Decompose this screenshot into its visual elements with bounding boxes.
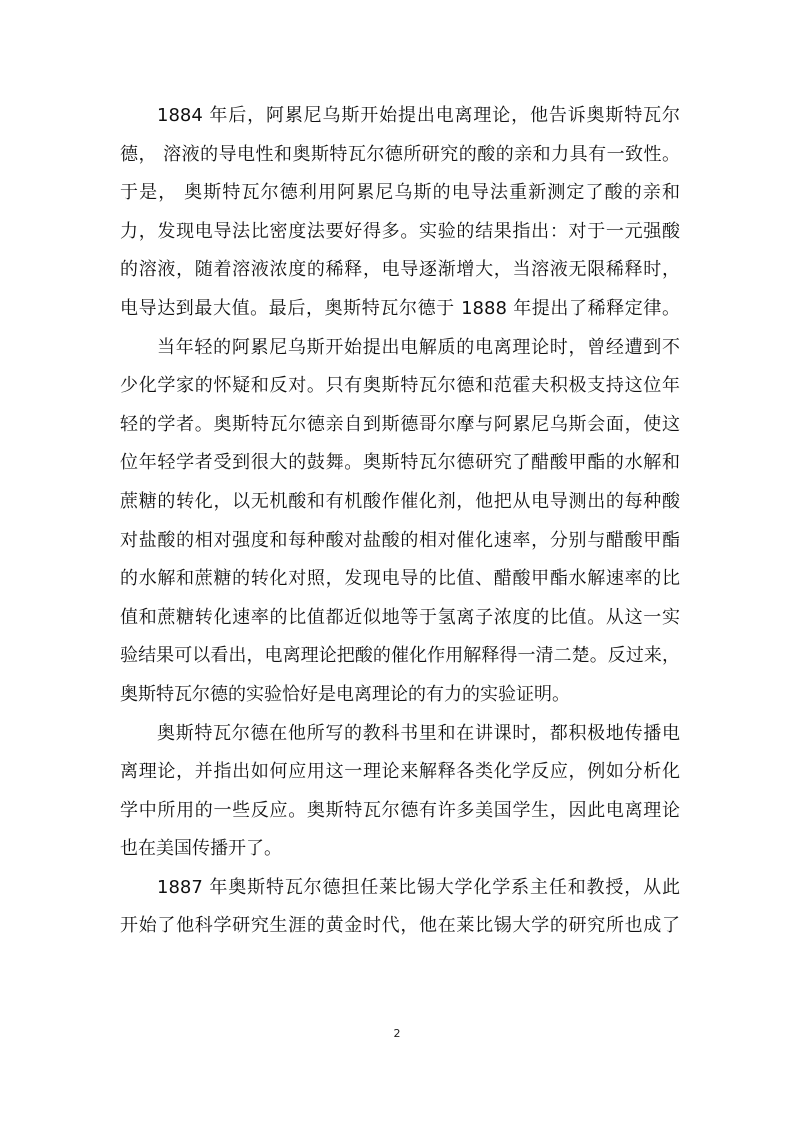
text-line: 的水解和蔗糖的转化对照，发现电导的比值、醋酸甲酯水解速率的比 (120, 568, 680, 590)
text-line: 位年轻学者受到很大的鼓舞。奥斯特瓦尔德研究了醋酸甲酯的水解和 (120, 452, 680, 474)
text-line: 奥斯特瓦尔德的实验恰好是电离理论的有力的实验证明。 (120, 683, 570, 705)
text-line: 轻的学者。奥斯特瓦尔德亲自到斯德哥尔摩与阿累尼乌斯会面，使这 (120, 413, 680, 435)
text-line: 1887 年奥斯特瓦尔德担任莱比锡大学化学系主任和教授，从此 (157, 876, 680, 898)
text-line: 值和蔗糖转化速率的比值都近似地等于氢离子浓度的比值。从这一实 (120, 606, 680, 628)
text-line: 少化学家的怀疑和反对。只有奥斯特瓦尔德和范霍夫积极支持这位年 (120, 375, 680, 397)
text-line: 也在美国传播开了。 (120, 838, 282, 860)
text-line: 当年轻的阿累尼乌斯开始提出电解质的电离理论时，曾经遭到不 (157, 336, 680, 358)
text-line: 1884 年后，阿累尼乌斯开始提出电离理论，他告诉奥斯特瓦尔 (157, 105, 680, 126)
page-number: 2 (393, 1027, 401, 1040)
text-line: 学中所用的一些反应。奥斯特瓦尔德有许多美国学生，因此电离理论 (120, 799, 680, 821)
paragraph-2 (120, 329, 680, 715)
text-line: 于是， 奥斯特瓦尔德利用阿累尼乌斯的电导法重新测定了酸的亲和 (120, 182, 680, 204)
text-line: 对盐酸的相对强度和每种酸对盐酸的相对催化速率，分别与醋酸甲酯 (120, 529, 680, 551)
paragraph-3 (120, 715, 680, 869)
paragraph-4 (120, 869, 680, 946)
text-line: 开始了他科学研究生涯的黄金时代，他在莱比锡大学的研究所也成了 (120, 915, 680, 937)
text-line: 电导达到最大值。最后，奥斯特瓦尔德于 1888 年提出了稀释定律。 (120, 297, 680, 319)
text-line: 力，发现电导法比密度法要好得多。实验的结果指出：对于一元强酸 (120, 220, 680, 242)
paragraph-1 (120, 97, 680, 329)
text-line: 的溶液，随着溶液浓度的稀释，电导逐渐增大，当溶液无限稀释时， (120, 259, 680, 281)
text-line: 蔗糖的转化，以无机酸和有机酸作催化剂，他把从电导测出的每种酸 (120, 490, 680, 512)
text-line: 验结果可以看出，电离理论把酸的催化作用解释得一清二楚。反过来， (120, 645, 680, 667)
body-text (120, 97, 680, 946)
text-line: 离理论，并指出如何应用这一理论来解释各类化学反应，例如分析化 (120, 761, 680, 783)
text-line: 德， 溶液的导电性和奥斯特瓦尔德所研究的酸的亲和力具有一致性。 (120, 143, 680, 165)
text-line: 奥斯特瓦尔德在他所写的教科书里和在讲课时，都积极地传播电 (157, 722, 680, 744)
